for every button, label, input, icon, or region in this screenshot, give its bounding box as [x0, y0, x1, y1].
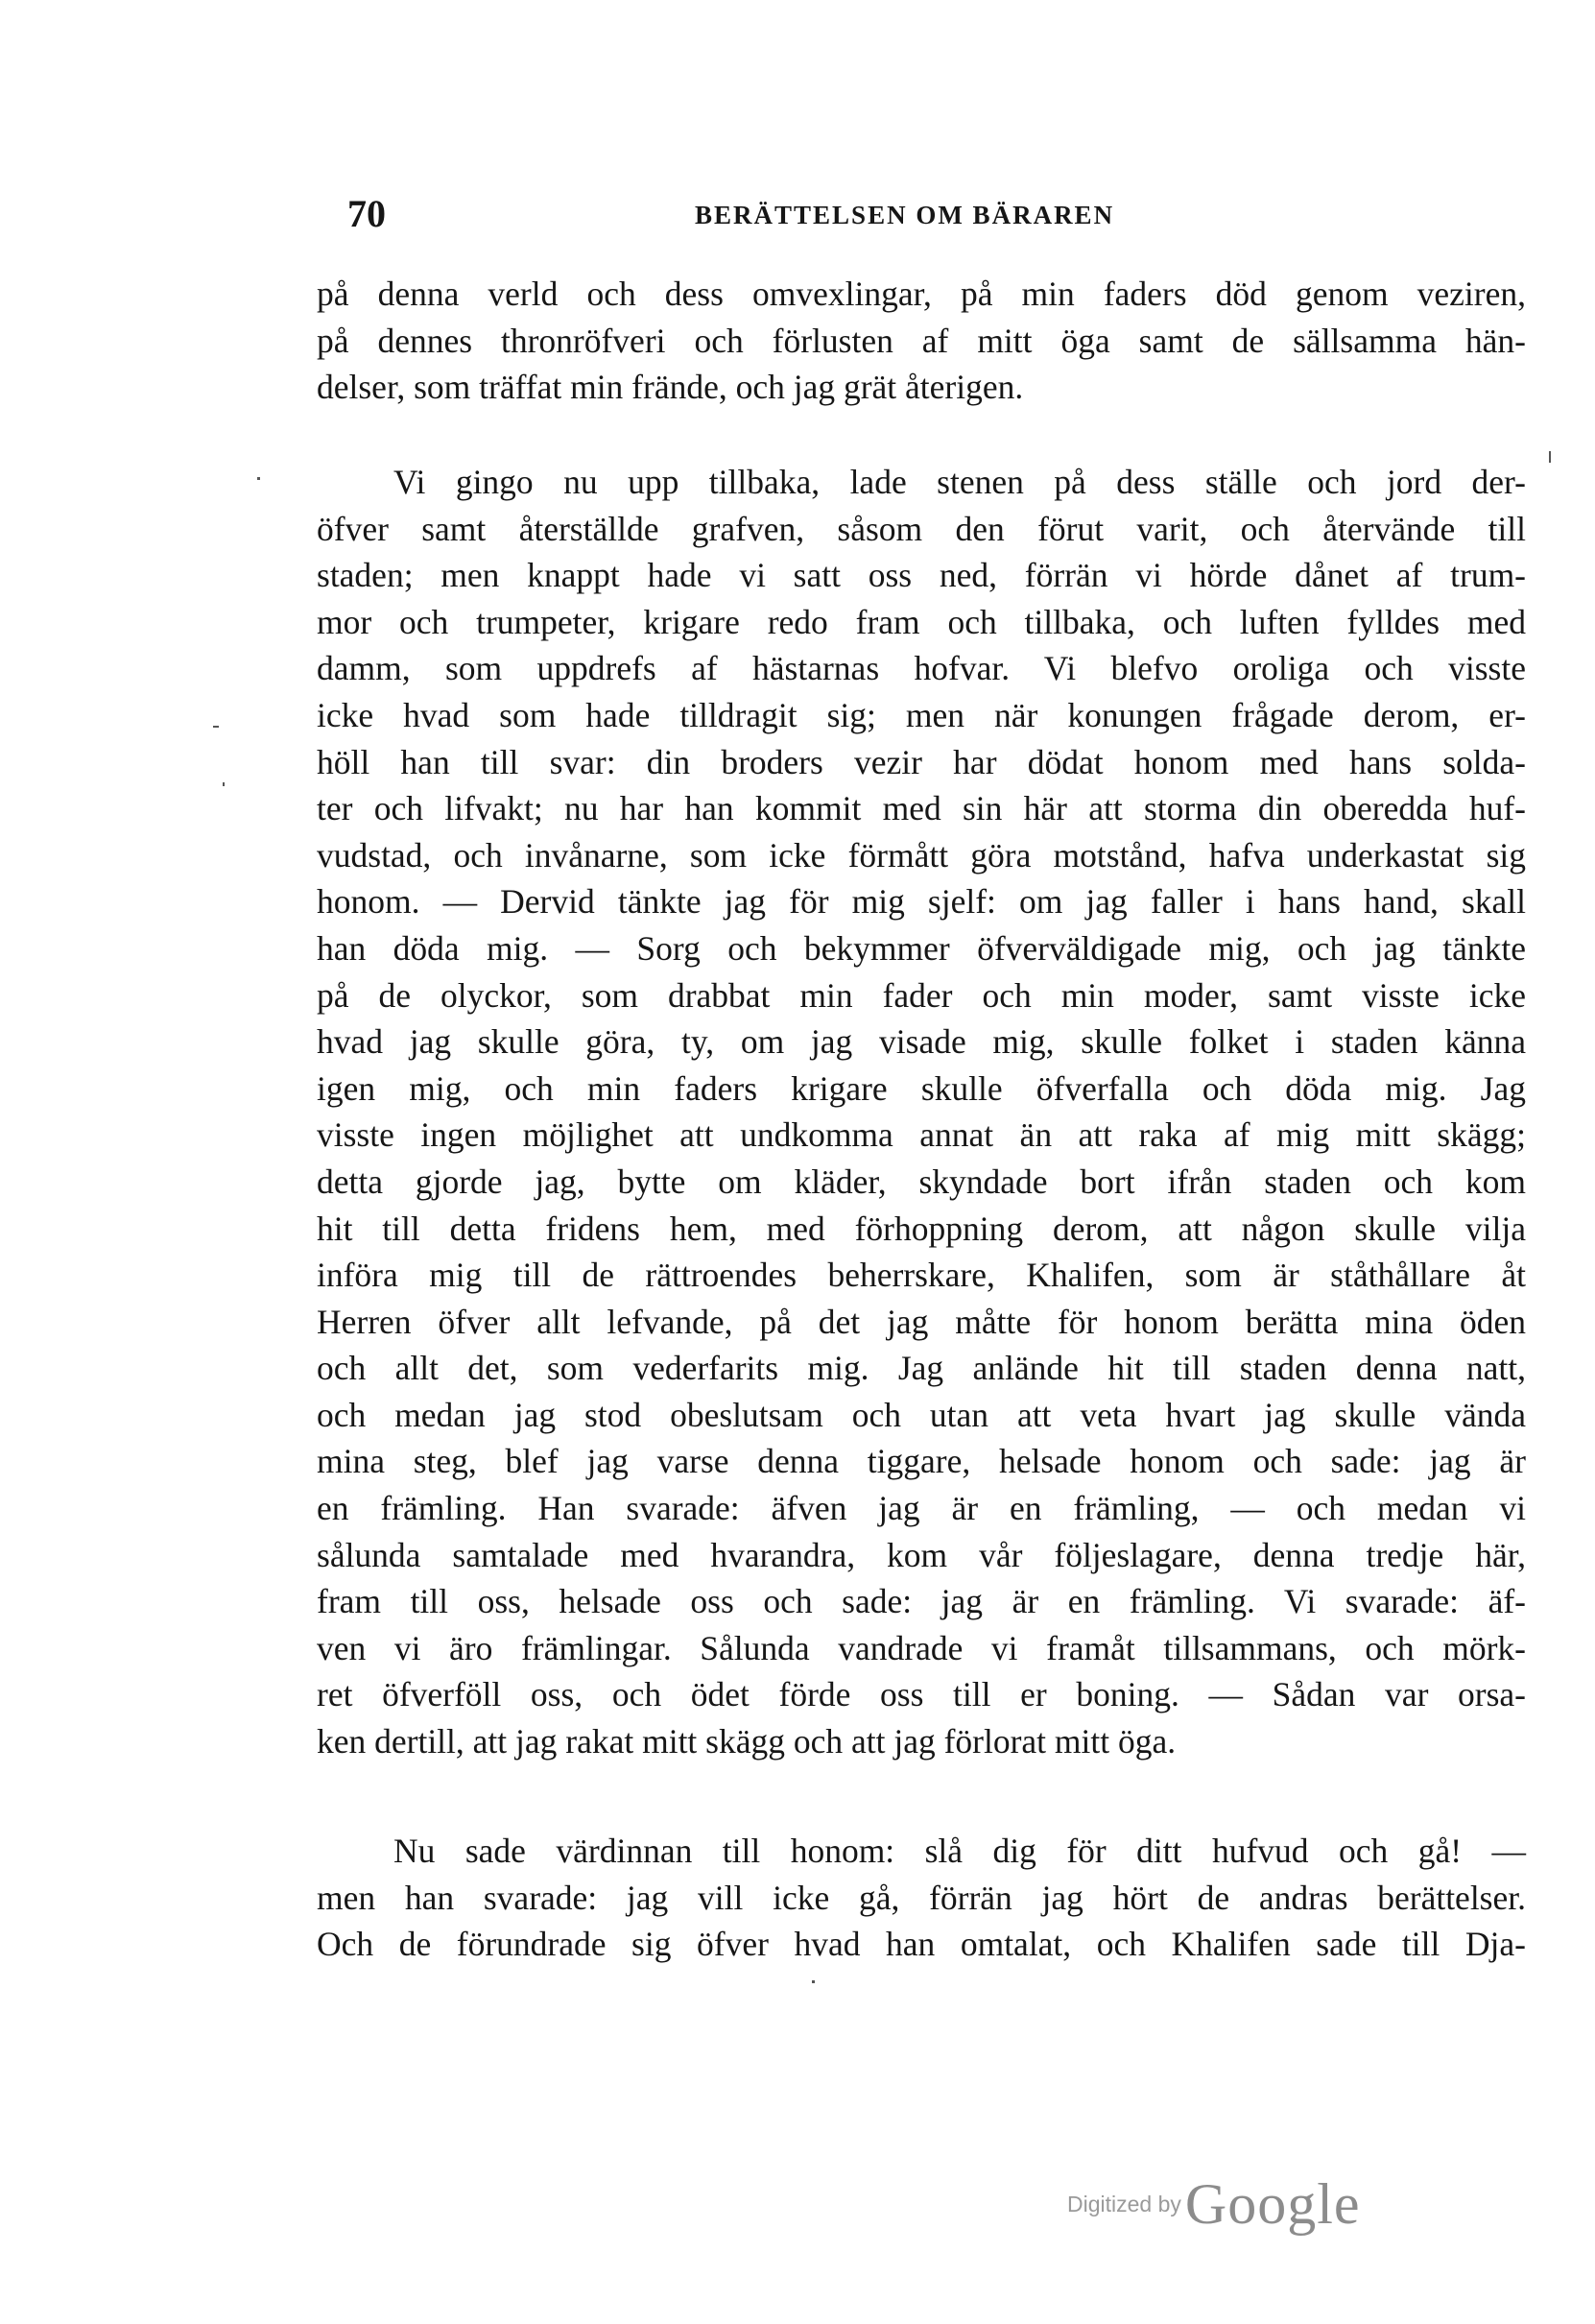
- text-line: fram till oss, helsade oss och sade: jag är en främling. Vi svarade: äf-: [317, 1582, 1526, 1621]
- text-line: igen mig, och min faders krigare skulle öfverfalla och döda mig. Jag: [317, 1068, 1526, 1108]
- text-line: Och de förundrade sig öfver hvad han omtalat, och Khalifen sade till Dja-: [317, 1925, 1526, 1964]
- text-line: sålunda samtalade med hvarandra, kom vår följeslagare, denna tredje här,: [317, 1535, 1526, 1574]
- text-line: detta gjorde jag, bytte om kläder, skyndade bort ifrån staden och kom: [317, 1162, 1526, 1201]
- scan-speck: [213, 726, 219, 728]
- text-line: hit till detta fridens hem, med förhoppning derom, att någon skulle vilja: [317, 1209, 1526, 1248]
- text-line: visste ingen möjlighet att undkomma annat än att raka af mig mitt skägg;: [317, 1115, 1526, 1155]
- text-line: Nu sade värdinnan till honom: slå dig för ditt hufvud och gå! —: [393, 1832, 1526, 1870]
- text-line: och allt det, som vederfarits mig. Jag anlände hit till staden denna natt,: [317, 1349, 1526, 1388]
- text-line: hvad jag skulle göra, ty, om jag visade mig, skulle folket i staden känna: [317, 1022, 1526, 1062]
- scan-speck: [812, 1980, 815, 1983]
- scan-speck: [1549, 451, 1551, 463]
- paragraph-2: [317, 459, 1526, 1765]
- text-line: mor och trumpeter, krigare redo fram och tillbaka, och luften fylldes med: [317, 602, 1526, 641]
- scan-speck: [257, 477, 260, 480]
- text-line: ret öfverföll oss, och ödet förde oss till er boning. — Sådan var orsa-: [317, 1675, 1526, 1714]
- text-line: höll han till svar: din broders vezir har dödat honom med hans solda-: [317, 742, 1526, 781]
- text-line: öfver samt återställde grafven, såsom den förut varit, och återvände till: [317, 509, 1526, 548]
- text-line: på denna verld och dess omvexlingar, på min faders död genom veziren,: [317, 275, 1526, 313]
- text-line: mina steg, blef jag varse denna tiggare, helsade honom och sade: jag är: [317, 1442, 1526, 1481]
- paragraph-3: [317, 1828, 1526, 1968]
- page-number: 70: [347, 192, 386, 235]
- paragraph-1: [317, 271, 1526, 411]
- text-line: icke hvad som hade tilldragit sig; men när konungen frågade derom, er-: [317, 695, 1526, 734]
- text-line: delser, som träffat min frände, och jag grät återigen.: [317, 368, 1024, 407]
- text-line: ter och lifvakt; nu har han kommit med sin här att storma din oberedda huf-: [317, 789, 1526, 828]
- text-line: Vi gingo nu upp tillbaka, lade stenen på dess ställe och jord der-: [393, 463, 1526, 501]
- digitized-label: Digitized by: [1067, 2192, 1181, 2216]
- google-logo: Google: [1184, 2172, 1361, 2236]
- text-line: staden; men knappt hade vi satt oss ned, förrän vi hörde dånet af trum-: [317, 556, 1526, 595]
- text-line: på de olyckor, som drabbat min fader och min moder, samt visste icke: [317, 975, 1526, 1015]
- scan-speck: [223, 782, 225, 786]
- digitized-by-google-watermark: [1067, 2171, 1393, 2258]
- running-head: [347, 190, 1307, 238]
- text-line: ven vi äro främlingar. Sålunda vandrade vi framåt tillsammans, och mörk-: [317, 1628, 1526, 1667]
- text-line: damm, som uppdrefs af hästarnas hofvar. Vi blefvo oroliga och visste: [317, 649, 1526, 688]
- text-line: Herren öfver allt lefvande, på det jag måtte för honom berätta mina öden: [317, 1302, 1526, 1341]
- text-line: honom. — Dervid tänkte jag för mig sjelf: om jag faller i hans hand, skall: [317, 882, 1526, 922]
- running-title: BERÄTTELSEN OM BÄRAREN: [695, 201, 1115, 229]
- text-line: införa mig till de rättroendes beherrskare, Khalifen, som är ståthållare åt: [317, 1256, 1526, 1295]
- text-line: ken dertill, att jag rakat mitt skägg och att jag förlorat mitt öga.: [317, 1722, 1177, 1761]
- text-line: vudstad, och invånarne, som icke förmått göra motstånd, hafva underkastat sig: [317, 835, 1526, 874]
- text-line: men han svarade: jag vill icke gå, förrän jag hört de andras berättelser.: [317, 1878, 1526, 1917]
- text-line: en främling. Han svarade: äfven jag är en främling, — och medan vi: [317, 1489, 1526, 1528]
- text-line: och medan jag stod obeslutsam och utan att veta hvart jag skulle vända: [317, 1395, 1526, 1434]
- text-line: han döda mig. — Sorg och bekymmer öfverväldigade mig, och jag tänkte: [317, 928, 1526, 968]
- text-line: på dennes thronröfveri och förlusten af mitt öga samt de sällsamma hän-: [317, 321, 1526, 360]
